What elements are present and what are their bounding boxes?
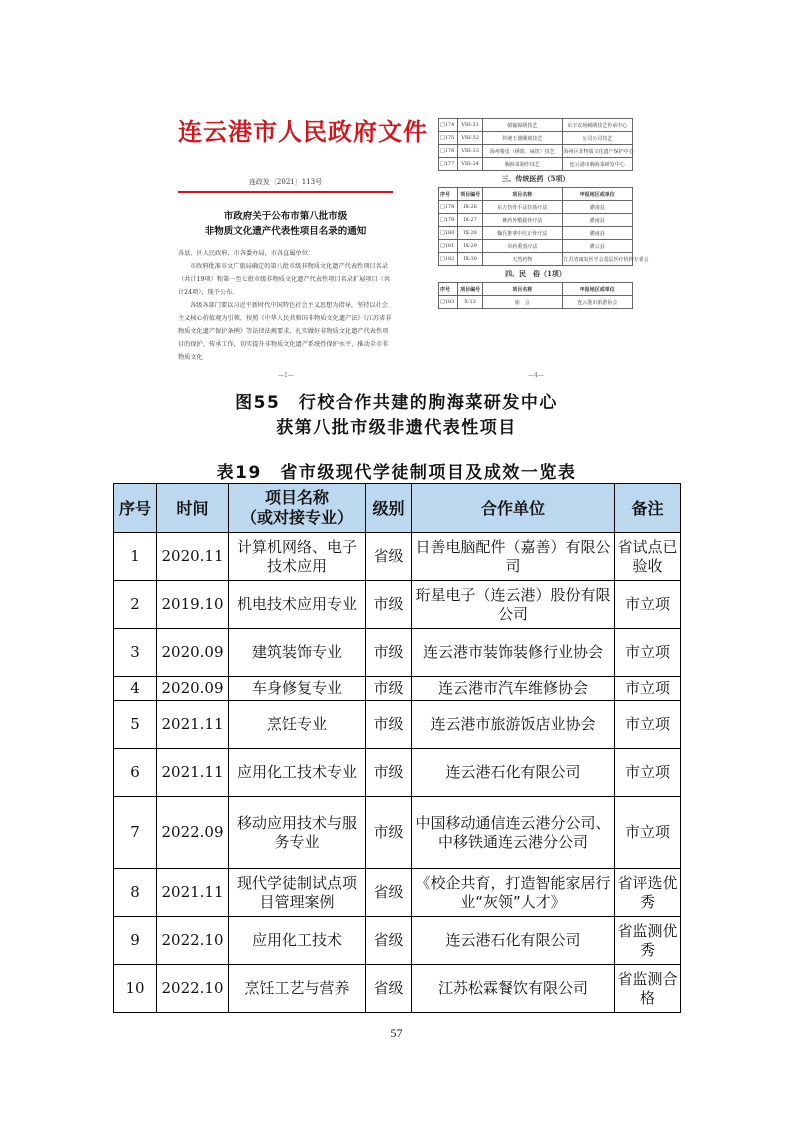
document-number: 连政发〔2021〕113号	[248, 178, 323, 186]
table-row	[114, 581, 681, 629]
cell-level: 市级	[366, 629, 412, 677]
header-time: 时间	[157, 484, 229, 533]
cell-partner: 日善电脑配件（嘉善）有限公司	[412, 533, 615, 581]
mini-table-cell: 膏药外敷接骨疗法	[483, 214, 563, 227]
mini-table-cell: □182	[439, 253, 458, 266]
table-row	[114, 797, 681, 869]
mini-table-cell: 赣榆锦绣技艺	[483, 119, 563, 132]
table-title: 表19 省市级现代学徒制项目及成效一览表	[216, 463, 577, 483]
header-project	[229, 484, 366, 533]
mini-table-cell: 灌南县	[562, 227, 632, 240]
cell-note: 市立项	[615, 749, 681, 797]
cell-time: 2021.11	[157, 701, 229, 749]
cell-note: 市立项	[615, 701, 681, 749]
cell-level: 省级	[366, 965, 412, 1013]
mini-table-cell: IX-30	[458, 253, 483, 266]
mini-header-cell: 项目名称	[483, 188, 563, 201]
cell-note: 省监测合格	[615, 965, 681, 1013]
cell-project: 建筑装饰专业	[229, 629, 366, 677]
table-row	[114, 629, 681, 677]
cell-partner: 《校企共育，打造智能家居行业“灰领”人才》	[412, 869, 615, 917]
mini-table-cell: 公司公司技艺	[562, 132, 632, 145]
cell-level: 市级	[366, 677, 412, 701]
mini-header-cell: 项目编号	[458, 188, 483, 201]
cell-level: 省级	[366, 869, 412, 917]
cell-index: 2	[114, 581, 157, 629]
apprenticeship-table	[113, 483, 681, 1013]
mini-table-top	[438, 118, 633, 171]
cell-time: 2020.09	[157, 629, 229, 677]
page-number: 57	[390, 1026, 403, 1040]
mini-table-cell: □183	[439, 296, 458, 309]
table-row	[114, 869, 681, 917]
cell-level: 市级	[366, 797, 412, 869]
cell-note: 省评选优秀	[615, 869, 681, 917]
mini-table-cell: IX-28	[458, 227, 483, 240]
mini-header-row	[439, 283, 633, 296]
table-row	[114, 749, 681, 797]
mini-table-cell: IX-26	[458, 201, 483, 214]
mini-table-cell: □181	[439, 240, 458, 253]
mini-table-cell: VIII-33	[458, 145, 483, 158]
figure-caption-line1: 图55 行校合作共建的朐海菜研发中心	[235, 393, 558, 413]
cell-time: 2020.11	[157, 533, 229, 581]
mini-table-row	[439, 201, 633, 214]
cell-project: 现代学徒制试点项目管理案例	[229, 869, 366, 917]
mini-header-cell: 序号	[439, 283, 458, 296]
cell-level: 省级	[366, 533, 412, 581]
mini-table-cell: 天然药物	[483, 253, 563, 266]
table-row	[114, 701, 681, 749]
cell-partner: 珩星电子（连云港）股份有限公司	[412, 581, 615, 629]
mini-table-cell: 东辛农场刺绣技艺传承中心	[562, 119, 632, 132]
mini-table-row	[439, 119, 633, 132]
mini-table-cell: □180	[439, 227, 458, 240]
cell-time: 2020.09	[157, 677, 229, 701]
mini-table-row	[439, 240, 633, 253]
cell-note: 省监测优秀	[615, 917, 681, 965]
cell-partner: 连云港市装饰装修行业协会	[412, 629, 615, 677]
mini-header-cell: 申报地区或单位	[562, 283, 632, 296]
mini-table-cell: 传统玉器雕刻技艺	[483, 132, 563, 145]
mini-table-cell: □174	[439, 119, 458, 132]
table-row	[114, 917, 681, 965]
cell-time: 2022.10	[157, 965, 229, 1013]
cell-note: 市立项	[615, 797, 681, 869]
mini-table-row	[439, 253, 633, 266]
mini-header-cell: 项目名称	[483, 283, 563, 296]
document-body: 各县、区人民政府，市各委办局，市各直属单位： 市政府批准市文广旅局确定的第八批市级非物质文化遗产代表性项目名录（共计19项）和第一至七批市级非物质文化遗产代表性项目名录扩展项目（共计24项），现予公布。 各级各部门要以习近平新时代中国特色社会主义思想为指导，坚持以社会主义核心价值观为引领，按照《中华人民共和国非物质文化遗产法》《江苏省非物质文化遗产保护条例》等法律法规要求，扎实做好非物质文化遗产代表性项目的保护、传承工作，切实提升非物质文化遗产系统性保护水平，推动全市非物质文化	[178, 250, 392, 361]
mini-table-cell: □178	[439, 201, 458, 214]
mini-header-row	[439, 188, 633, 201]
cell-index: 7	[114, 797, 157, 869]
mini-table-cell: 连云港市胸海菜研发中心	[562, 158, 632, 171]
header-project-line: （或对接专业）	[240, 508, 353, 527]
mini-table-cell: □177	[439, 158, 458, 171]
cell-index: 4	[114, 677, 157, 701]
mini-table-cell: 灌南县	[562, 201, 632, 214]
mini-table-cell: 胸海菜制作技艺	[483, 158, 563, 171]
mini-table-cell: X-13	[458, 296, 483, 309]
document-left-page-mark: —1—	[278, 372, 294, 379]
cell-time: 2022.09	[157, 797, 229, 869]
cell-project: 机电技术应用专业	[229, 581, 366, 629]
mini-table-row	[439, 214, 633, 227]
mini-table-cell: 海州区非物质文化遗产保护中心	[562, 145, 632, 158]
cell-partner: 连云港石化有限公司	[412, 749, 615, 797]
cell-project: 烹饪工艺与营养	[229, 965, 366, 1013]
header-note: 备注	[615, 484, 681, 533]
scanned-document-notice	[178, 108, 428, 370]
mini-table-cell: 灌云县	[562, 240, 632, 253]
mini-section-title: 三、传统医药（5项）	[501, 174, 570, 183]
table-row	[114, 533, 681, 581]
cell-partner: 江苏松霖餐饮有限公司	[412, 965, 615, 1013]
mini-header-cell: 申报地区或单位	[562, 188, 632, 201]
table-row	[114, 965, 681, 1013]
cell-time: 2022.10	[157, 917, 229, 965]
mini-table-cell: □179	[439, 214, 458, 227]
mini-table-cell: 庙 会	[483, 296, 563, 309]
cell-partner: 中国移动通信连云港分公司、中移铁通连云港分公司	[412, 797, 615, 869]
mini-table-medicine	[438, 187, 649, 266]
header-index: 序号	[114, 484, 157, 533]
cell-index: 8	[114, 869, 157, 917]
cell-time: 2021.11	[157, 869, 229, 917]
cell-level: 市级	[366, 581, 412, 629]
cell-project: 应用化工技术专业	[229, 749, 366, 797]
cell-index: 5	[114, 701, 157, 749]
mini-table-cell: 东方伤骨手法伤筋疗法	[483, 201, 563, 214]
mini-table-row	[439, 145, 633, 158]
cell-level: 省级	[366, 917, 412, 965]
document-red-header: 连云港市人民政府文件	[178, 117, 428, 146]
mini-table-cell: 灌南县	[562, 214, 632, 227]
cell-project: 移动应用技术与服务专业	[229, 797, 366, 869]
mini-section-title: 四、民 俗（1项）	[505, 269, 566, 278]
cell-partner: 连云港市汽车维修协会	[412, 677, 615, 701]
cell-project: 计算机网络、电子技术应用	[229, 533, 366, 581]
cell-index: 6	[114, 749, 157, 797]
cell-level: 市级	[366, 701, 412, 749]
red-divider	[178, 191, 393, 193]
mini-table-cell: □175	[439, 132, 458, 145]
table-row	[114, 677, 681, 701]
mini-table-cell: 草药熏蒸疗法	[483, 240, 563, 253]
cell-project: 烹饪专业	[229, 701, 366, 749]
mini-table-cell: 鞠氏推拿中医正骨疗法	[483, 227, 563, 240]
document-subject: 市政府关于公布市第八批市级 非物质文化遗产代表性项目名录的通知	[204, 211, 367, 237]
figure-caption-line2: 获第八批市级非遗代表性项目	[276, 418, 517, 438]
cell-partner: 连云港市旅游饭店业协会	[412, 701, 615, 749]
mini-table-cell: IX-27	[458, 214, 483, 227]
cell-index: 10	[114, 965, 157, 1013]
cell-project: 应用化工技术	[229, 917, 366, 965]
mini-table-cell: 江苏省康复医学会基层医疗机构专委会	[562, 253, 632, 266]
scanned-document-list	[438, 118, 649, 330]
mini-table-cell: IX-29	[458, 240, 483, 253]
mini-table-cell: VIII-32	[458, 132, 483, 145]
mini-header-cell: 项目编号	[458, 283, 483, 296]
cell-time: 2021.11	[157, 749, 229, 797]
mini-table-cell: VIII-34	[458, 158, 483, 171]
table-header-row	[114, 484, 681, 533]
mini-table-row	[439, 132, 633, 145]
cell-index: 3	[114, 629, 157, 677]
mini-table-cell: VIII-31	[458, 119, 483, 132]
cell-note: 市立项	[615, 581, 681, 629]
mini-table-row	[439, 158, 633, 171]
mini-table-row	[439, 296, 633, 309]
header-project-line: 项目名称	[264, 488, 329, 507]
cell-note: 市立项	[615, 629, 681, 677]
mini-table-cell: □176	[439, 145, 458, 158]
cell-index: 1	[114, 533, 157, 581]
cell-note: 市立项	[615, 677, 681, 701]
header-level: 级别	[366, 484, 412, 533]
mini-table-cell: 海州猪皮（绣篮、扁筐）技艺	[483, 145, 563, 158]
cell-time: 2019.10	[157, 581, 229, 629]
cell-note: 省试点已验收	[615, 533, 681, 581]
header-partner: 合作单位	[412, 484, 615, 533]
cell-index: 9	[114, 917, 157, 965]
cell-level: 市级	[366, 749, 412, 797]
document-right-page-mark: —4—	[528, 372, 544, 379]
cell-partner: 连云港石化有限公司	[412, 917, 615, 965]
mini-table-cell: 连云港市旅游协会	[562, 296, 632, 309]
cell-project: 车身修复专业	[229, 677, 366, 701]
mini-table-row	[439, 227, 633, 240]
mini-table-folk	[438, 282, 633, 309]
mini-header-cell: 序号	[439, 188, 458, 201]
